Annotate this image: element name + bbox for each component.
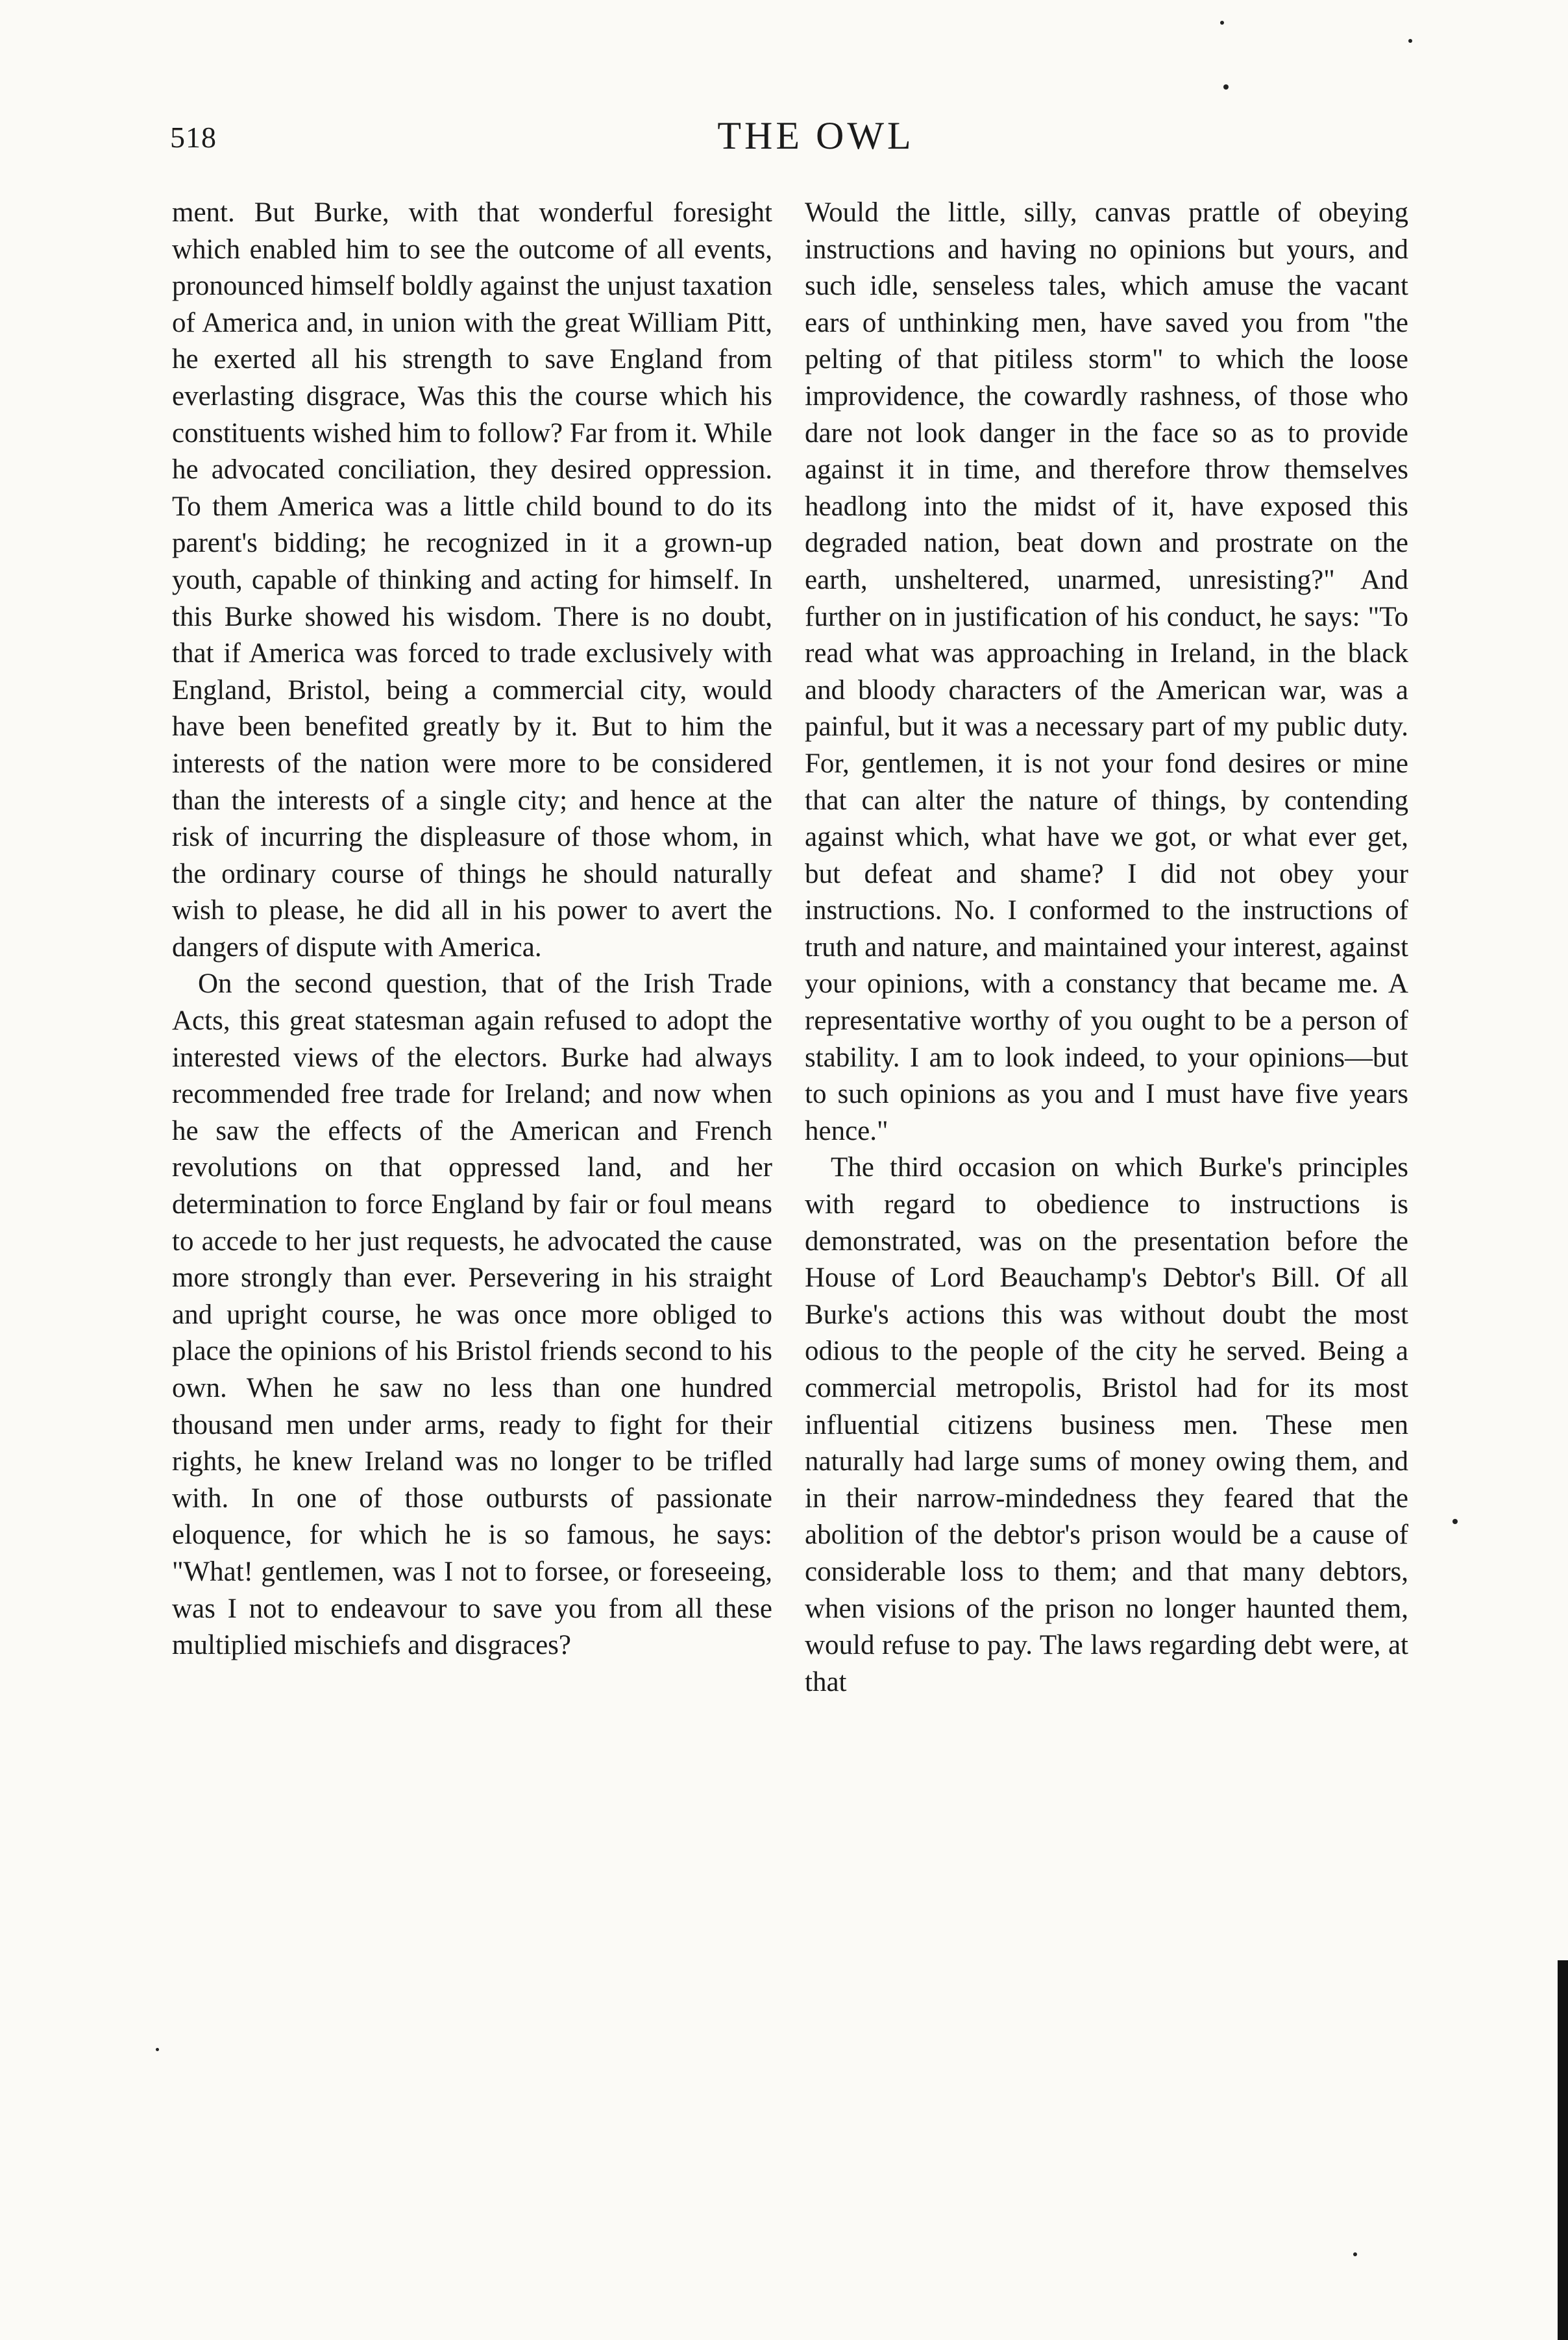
- paragraph: On the second question, that of the Irish Trade Acts, this great statesman again refused to adopt the interested views of the electors. Burke had always recommended free trade for Ireland; and now when he saw the effects of the American and French revolutions on that oppressed land, and her determination to force England by fair or foul means to accede to her just requests, he advocated the cause more strongly than ever. Persevering in his straight and upright course, he was once more obliged to place the opinions of his Bristol friends second to his own. When he saw no less than one hundred thousand men under arms, ready to fight for their rights, he knew Ireland was no longer to be trifled with. In one of those outbursts of passionate eloquence, for which he is so famous, he says: "What! gentlemen, was I not to forsee, or foreseeing, was I not to endeavour to save you from all these multiplied mischiefs and disgraces?: [172, 968, 772, 1661]
- paragraph: The third occasion on which Burke's principles with regard to obedience to instructions is demonstrated, was on the presentation before the House of Lord Beauchamp's Debtor's Bill. Of all Burke's actions this was without doubt the most odious to the people of the city he served. Being a commercial metropolis, Bristol had for its most influential citizens business men. These men naturally had large sums of money owing them, and in their narrow-mindedness they feared that the abolition of the debtor's prison would be a cause of considerable loss to them; and that many debtors, when visions of the prison no longer haunted them, would refuse to pay. The laws regarding debt were, at that: [805, 1152, 1408, 1697]
- right-column: [805, 195, 1408, 1701]
- page-number: 518: [170, 121, 217, 154]
- paragraph: Would the little, silly, canvas prattle of obeying instructions and having no opinions but yours, and such idle, senseless tales, which amuse the vacant ears of unthinking men, have saved you from "the pelting of that pitiless storm" to which the loose improvidence, the cowardly rashness, of those who dare not look danger in the face so as to provide against it in time, and therefore throw themselves headlong into the midst of it, have exposed this degraded nation, beat down and prostrate on the earth, unsheltered, unarmed, unresisting?" And further on in justification of his conduct, he says: "To read what was approaching in Ireland, in the black and bloody characters of the American war, was a painful, but it was a necessary part of my public duty. For, gentlemen, it is not your fond desires or mine that can alter the nature of things, by contending against which, what have we got, or what ever get, but defeat and shame? I did not obey your instructions. No. I conformed to the instructions of truth and nature, and maintained your interest, against your opinions, with a constancy that became me. A representative worthy of you ought to be a person of stability. I am to look indeed, to your opinions—but to such opinions as you and I must have five years hence.": [805, 197, 1408, 1146]
- scan-speck: [1452, 1519, 1458, 1524]
- scan-edge-shadow: [1558, 1960, 1568, 2340]
- scan-speck: [156, 2048, 159, 2051]
- scan-speck: [1353, 2252, 1357, 2256]
- scan-speck: [1408, 39, 1412, 43]
- left-column: [172, 195, 772, 1664]
- paragraph: ment. But Burke, with that wonderful foresight which enabled him to see the outcome of all events, pronounced himself boldly against the unjust taxation of America and, in union with the great William Pitt, he exerted all his strength to save England from everlasting disgrace, Was this the course which his constituents wished him to follow? Far from it. While he advocated conciliation, they desired oppression. To them America was a little child bound to do its parent's bidding; he recognized in it a grown-up youth, capable of thinking and acting for himself. In this Burke showed his wisdom. There is no doubt, that if America was forced to trade exclusively with England, Bristol, being a commercial city, would have been benefited greatly by it. But to him the interests of the nation were more to be considered than the interests of a single city; and hence at the risk of incurring the displeasure of those whom, in the ordinary course of things he should naturally wish to please, he did all in his power to avert the dangers of dispute with America.: [172, 197, 772, 963]
- running-title: THE OWL: [717, 114, 914, 157]
- scan-speck: [1220, 21, 1224, 25]
- page-header: [170, 114, 1403, 172]
- scan-speck: [1223, 84, 1229, 90]
